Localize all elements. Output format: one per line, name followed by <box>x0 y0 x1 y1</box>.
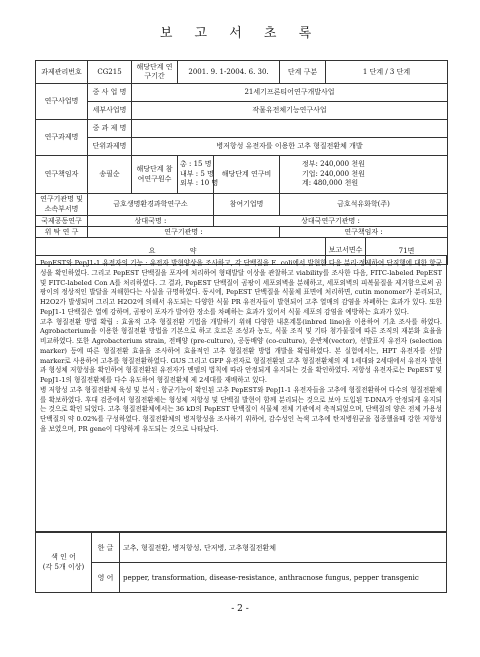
keywords-ko-value: 고추, 형질전환, 병저항성, 단저병, 고추형질전환체 <box>120 533 447 563</box>
stage-value: 1 단계 / 3 단계 <box>326 61 448 84</box>
period-value: 2001. 9. 1-2004. 6. 30. <box>178 61 280 84</box>
institution-label: 연구기관명 및 소속부서명 <box>36 194 88 216</box>
cost-label: 해당단계 연구비 <box>214 156 280 194</box>
page-title: 보 고 서 초 록 <box>159 26 321 41</box>
program-mid-label: 중 사 업 명 <box>88 84 132 102</box>
pages-value: 71면 <box>366 238 448 265</box>
task-unit-label: 단위과제명 <box>88 138 132 156</box>
program-detail-value: 작물유전체기능연구사업 <box>132 102 448 120</box>
task-unit-value: 병저항성 유전자를 이용한 고추 형질전환체 개발 <box>132 138 448 156</box>
project-id-label: 과제관리번호 <box>36 61 88 84</box>
researcher-label: 연구책임자 <box>36 156 88 194</box>
keywords-en-value: pepper, transformation, disease-resistance, anthracnose fungus, pepper transgenic <box>120 563 447 593</box>
outsourcing-institution: 연구기관명 : <box>88 227 280 238</box>
outsourcing-label: 위 탁 연 구 <box>36 227 88 238</box>
program-mid-value: 21세기프론티어연구개발사업 <box>132 84 448 102</box>
keywords-ko-label: 한 글 <box>92 533 120 563</box>
summary-label: 요 약 <box>36 238 326 265</box>
abstract-paragraph-method: 고추 형질전환 방법 확립 : 효율적 고추 형질전환 기법을 개발하기 위해 다양한 내혼계통(inbred line)을 이용하여 기초 조사를 하였다. Agrobacterium을 이용한 형질전환 방법을 기본으로 하고 호르몬 조성과 농도, 식물 조직 및 기타 첨가물질에 따른 조직의 재분화 효율을 비교하였다. 또한 Agrobacterium strain, 전배양 (pre-culture), 공동배양 (co-culture), 운반체(vector), 선발표지 유전자 (selection marker) 등에 따른 형질전환 효율을 조사하여 효율적인 고추 형질전환 방법 개발을 확립하였다. 본 실험에서는, HPT 유전자를 선발 marker로 사용하여 고추를 형질전환하였다. GUS 그리고 GFP 유전자로 형질전환된 고추 형질전환체의 제 1세대와 2세대에서 유전자 발현과 형성체 저항성을 확인하여 형질전환된 유전자가 멘델의 법칙에 따라 안정되게 유지되는 것을 확인하였다. 저항성 유전자로는 PepEST 및 PepJ1-1의 형질전환체를 다수 유도하여 형질전환체 제 2세대를 재배하고 있다. <box>40 317 442 384</box>
program-label: 연구사업명 <box>36 84 88 120</box>
cost-values: 정부: 240,000 천원 기업: 240,000 천원 계: 480,000 천원 <box>280 156 448 194</box>
keywords-table <box>35 532 447 593</box>
intl-label: 국제공동연구 <box>36 216 88 227</box>
project-id-value: CG215 <box>88 61 132 84</box>
task-mid-label: 중 과 제 명 <box>88 120 132 138</box>
outsourcing-lead: 연구책임자 : <box>280 227 448 238</box>
task-label: 연구과제명 <box>36 120 88 156</box>
keywords-label: 색 인 어 (각 5개 이상) <box>36 533 92 593</box>
program-detail-label: 세부사업명 <box>88 102 132 120</box>
partner-label: 참여기업명 <box>214 194 280 216</box>
abstract-body <box>35 255 447 532</box>
abstract-paragraph-resistance: 병 저항성 고추 형질전환체 육성 및 분석 : 항균기능이 확인된 고추 PepEST와 PepJ1-1 유전자들을 고추에 형질전환하여 다수의 형질전환체를 확보하였다. 후대 검증에서 형질전환체는 형성체 저항성 및 단백질 발현이 함께 분리되는 것으로 보아 도입된 T-DNA가 안정되게 유지되는 것으로 확인 되었다. 고추 형질전환체에서는 36 kD의 PepEST 단백질이 식물체 전체 기관에서 축적되었으며, 단백질의 양은 전체 가용성단백질의 약 0.02%를 구성하였다. 형질전환체의 병저항성을 조사하기 위하여, 감수성인 녹색 고추에 탄저병원균을 접종했을때 강한 저항성을 보였으며, PR gene이 다양하게 유도되는 것으로 나타났다. <box>40 385 442 433</box>
stage-label: 단계 구분 <box>280 61 326 84</box>
institution-value: 금호생명환경과학연구소 <box>88 194 214 216</box>
page-number: - 2 - <box>231 604 249 614</box>
staff-counts: 총 : 15 명 내부 : 5 명 외부 : 10 명 <box>178 156 214 194</box>
pages-label: 보고서면수 <box>326 238 366 265</box>
partner-value: 금호석유화학(주) <box>280 194 448 216</box>
abstract-paragraph-function: PepEST와 PepJ1-1 유전자의 기능 : 유전자 발현양상을 조사하고, 각 단백질을 E. coli에서 발현한 다음 분리·정제하여 단직행에 대한 항균성을 확인하였다. 그리고 PepEST 단백질을 포자에 처리하여 형태발달 이상을 관찰하고 viability를 조사한 다음, FITC-labeled PepEST 및 FITC-labeled Con A를 처리하였다. 그 결과, PepEST 단백질이 곰팡이 세포외벽을 분해하고, 세포외벽의 피복물질을 제거함으로써 곰팡이의 정상적인 발달을 저해한다는 사실을 규명하였다. 동시에, PepEST 단백질을 식물체 표면에 처리하면, cutin monomer가 분리되고, H2O2가 발생되며 그리고 H2O2에 의해서 유도되는 다양한 식물 PR 유전자들이 발현되어 고추 열매의 감염을 차폐하는 효과가 있다. 또한 PepJ1-1 단백질은 열에 강하며, 곰팡이 포자가 발아한 장소를 차폐하는 효과가 있어서 식물 세포의 감염을 예방하는 효과가 있다. <box>40 259 442 316</box>
report-summary-form <box>35 60 448 265</box>
keywords-en-label: 영 어 <box>92 563 120 593</box>
intl-country: 상대국명 : <box>88 216 214 227</box>
task-mid-value <box>132 120 448 138</box>
researcher-name: 송필순 <box>88 156 132 194</box>
period-label: 해당단계 연구기간 <box>132 61 178 84</box>
intl-institution: 상대국연구기관명 : <box>214 216 448 227</box>
staff-label: 해당단계 참여연구원수 <box>132 156 178 194</box>
